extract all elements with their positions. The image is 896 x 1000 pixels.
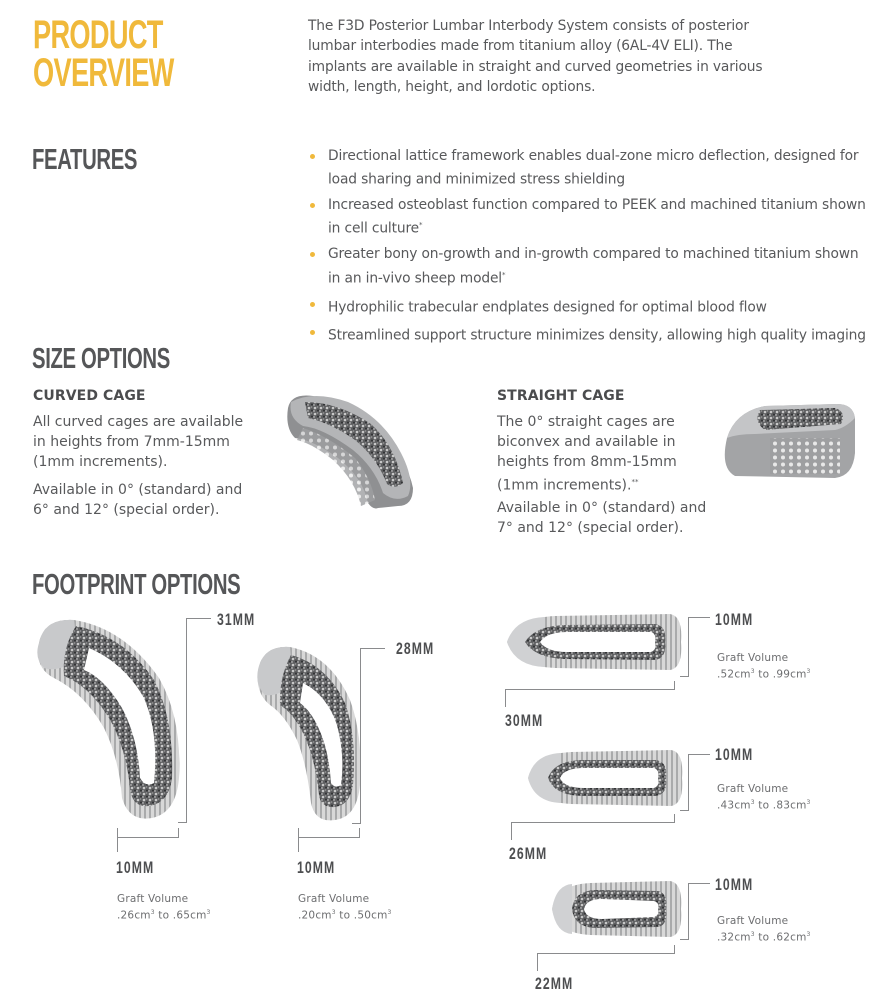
curved-cage-image — [283, 388, 418, 518]
dimension-tick — [352, 823, 361, 824]
straight-3-graft-volume: Graft Volume $.32cm^3$ to $.62cm^3$ — [717, 915, 811, 944]
straight-2-width: 10MM — [715, 745, 754, 764]
curved-cage-heading: CURVED CAGE — [33, 388, 146, 404]
footprint-options-title: FOOTPRINT OPTIONS — [32, 569, 241, 601]
bullet-icon — [310, 302, 315, 307]
straight-cage-p2: Available in 0° (standard) and 7° and 12° (special order). — [497, 500, 707, 536]
straight-1-length: 30MM — [505, 711, 544, 730]
features-title: FEATURES — [32, 144, 138, 176]
dimension-line-vertical — [688, 754, 689, 811]
dimension-tick — [674, 945, 675, 954]
straight-footprint-image-3 — [550, 879, 685, 939]
straight-footprint-image-1 — [505, 612, 685, 672]
straight-3-width: 10MM — [715, 875, 754, 894]
dimension-tick — [674, 814, 675, 823]
straight-1-width: 10MM — [715, 610, 754, 629]
straight-3-length: 22MM — [535, 974, 574, 993]
dimension-tick — [298, 828, 299, 852]
bullet-icon — [310, 154, 315, 159]
curved-cage-p1: All curved cages are available in heights from 7mm-15mm (1mm increments). — [33, 414, 244, 470]
feature-item: Increased osteoblast function compared to PEEK and machined titanium shown in cell culture* — [310, 195, 870, 239]
dimension-tick — [680, 676, 689, 677]
feature-item: Greater bony on-growth and in-growth compared to machined titanium shown in an in-vivo sheep model* — [310, 244, 870, 288]
size-options-section — [32, 344, 229, 374]
overview-text: The F3D Posterior Lumbar Interbody System consists of posterior lumbar interbodies made from titanium alloy (6AL-4V ELI). The implants are available in straight and curved geometries in various width, length, height, and lordotic options. — [308, 18, 763, 95]
features-list — [310, 146, 870, 351]
straight-cage-p1: The 0° straight cages are biconvex and available in heights from 8mm-15mm (1mm increments).** — [497, 414, 677, 494]
size-options-title: SIZE OPTIONS — [32, 343, 170, 375]
straight-cage-image — [715, 398, 860, 483]
dimension-line-horizontal — [505, 689, 675, 690]
bullet-icon — [310, 252, 315, 257]
features-section — [32, 145, 182, 175]
curved-1-graft-volume: Graft Volume $.26cm^3$ to $.65cm^3$ — [117, 893, 211, 922]
dimension-tick — [511, 822, 512, 840]
straight-2-length: 26MM — [509, 844, 548, 863]
dimension-line-vertical — [688, 883, 689, 940]
dimension-tick — [117, 828, 118, 852]
curved-1-length: 31MM — [217, 610, 256, 629]
dimension-tick — [537, 953, 538, 971]
dimension-tick — [688, 617, 710, 618]
straight-footprint-image-2 — [526, 748, 686, 808]
dimension-tick — [674, 681, 675, 690]
dimension-line-horizontal — [298, 837, 360, 838]
curved-cage-p2: Available in 0° (standard) and 6° and 12° (special order). — [33, 482, 243, 518]
dimension-tick — [505, 689, 506, 707]
title-line-1: PRODUCT — [33, 13, 163, 57]
dimension-tick — [688, 754, 710, 755]
dimension-tick — [680, 939, 689, 940]
dimension-tick — [186, 618, 211, 619]
dimension-line-horizontal — [117, 837, 179, 838]
curved-footprint-image-2 — [255, 645, 365, 825]
curved-2-width: 10MM — [297, 858, 336, 877]
dimension-line-vertical — [360, 648, 361, 824]
dimension-tick — [178, 828, 179, 838]
straight-1-graft-volume: Graft Volume $.52cm^3$ to $.99cm^3$ — [717, 652, 811, 681]
curved-1-width: 10MM — [116, 858, 155, 877]
dimension-tick — [360, 648, 385, 649]
straight-cage-heading: STRAIGHT CAGE — [497, 388, 625, 404]
product-overview-title — [33, 15, 240, 93]
feature-item: Hydrophilic trabecular endplates designed for optimal blood flow — [310, 294, 870, 318]
feature-item: Streamlined support structure minimizes density, allowing high quality imaging — [310, 322, 870, 346]
curved-2-graft-volume: Graft Volume $.20cm^3$ to $.50cm^3$ — [298, 893, 392, 922]
dimension-tick — [688, 883, 710, 884]
title-line-2: OVERVIEW — [33, 51, 174, 95]
dimension-line-vertical — [186, 618, 187, 823]
curved-2-length: 28MM — [396, 639, 435, 658]
straight-2-graft-volume: Graft Volume $.43cm^3$ to $.83cm^3$ — [717, 783, 811, 812]
feature-item: Directional lattice framework enables dual-zone micro deflection, designed for load sharing and minimized stress shielding — [310, 146, 870, 190]
dimension-line-horizontal — [511, 822, 675, 823]
dimension-line-horizontal — [537, 953, 675, 954]
dimension-tick — [680, 810, 689, 811]
curved-footprint-image-1 — [34, 618, 184, 823]
dimension-tick — [178, 822, 187, 823]
bullet-icon — [310, 203, 315, 208]
footprint-options-section — [32, 570, 330, 600]
dimension-tick — [359, 828, 360, 838]
dimension-line-vertical — [688, 617, 689, 676]
bullet-icon — [310, 330, 315, 335]
